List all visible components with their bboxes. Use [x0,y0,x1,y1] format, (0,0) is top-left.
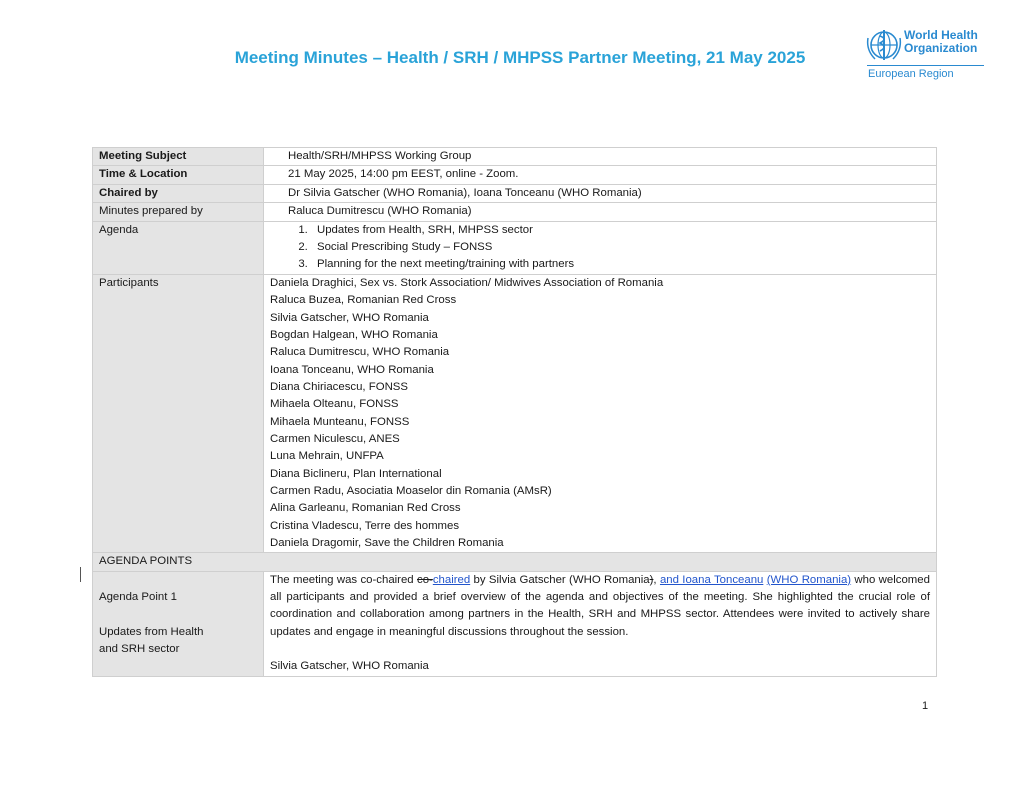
participant: Ioana Tonceanu, WHO Romania [270,363,434,376]
participant: Cristina Vladescu, Terre des hommes [270,519,460,532]
participant: Luna Mehrain, UNFPA [270,450,384,463]
time-value: 21 May 2025, 14:00 pm EEST, online - Zoom. [264,166,937,184]
participant: Daniela Dragomir, Save the Children Romania [270,537,504,549]
table-row [93,571,937,676]
tonceanu-link[interactable]: and Ioana Tonceanu [659,573,764,586]
agenda-item: 1. Updates from Health, SRH, MHPSS sector [311,222,930,239]
subject-value: Health/SRH/MHPSS Working Group [264,148,937,166]
agenda-point1-title-line1: Updates from Health [99,625,204,638]
logo-divider [867,65,984,66]
agenda-point1-title-line2: and SRH sector [99,642,180,655]
logo-name-line2: Organization [904,41,978,55]
agenda-point1-speaker: Silvia Gatscher, WHO Romania [270,660,429,673]
who-logo [864,26,989,84]
logo-region: European Region [868,68,954,80]
participant: Mihaela Munteanu, FONSS [270,415,410,428]
minutes-value: Raluca Dumitrescu (WHO Romania) [264,203,937,221]
participant: Daniela Draghici, Sex vs. Stork Association/ Midwives Association of Romania [270,276,664,289]
minutes-table [92,147,937,677]
participants-list [264,274,937,553]
participant: Mihaela Olteanu, FONSS [270,398,399,411]
participant: Carmen Radu, Asociatia Moaselor din Romania (AMsR) [270,484,552,497]
subject-label: Meeting Subject [93,148,264,166]
participant: Raluca Buzea, Romanian Red Cross [270,294,457,307]
participant: Raluca Dumitrescu, WHO Romania [270,346,450,359]
agenda-label: Agenda [93,221,264,274]
table-row [93,184,937,202]
table-row [93,274,937,553]
table-row [93,221,937,274]
agenda-point1-label: Agenda Point 1 [99,591,177,604]
participant: Silvia Gatscher, WHO Romania [270,311,429,324]
minutes-label: Minutes prepared by [93,203,264,221]
agenda-point1-cell [93,571,264,676]
participant: Diana Biclineru, Plan International [270,467,442,480]
chair-label: Chaired by [93,184,264,202]
page-number: 1 [922,700,929,712]
table-row [93,553,937,571]
participant: Diana Chiriacescu, FONSS [270,380,409,393]
chaired-link[interactable]: chaired [432,573,471,586]
participant: Alina Garleanu, Romanian Red Cross [270,502,461,515]
who-romania-link[interactable]: (WHO Romania) [766,573,852,586]
agenda-item: 3. Planning for the next meeting/training with partners [311,256,930,273]
table-row [93,148,937,166]
globe-emblem-icon [864,26,904,66]
agenda-item: 2. Social Prescribing Study – FONSS [311,239,930,256]
table-row [93,203,937,221]
participant: Bogdan Halgean, WHO Romania [270,328,438,341]
text-cursor [80,567,81,582]
agenda-point1-content [264,571,937,676]
participants-label: Participants [93,274,264,553]
logo-name-line1: World Health [904,28,978,42]
chair-value: Dr Silvia Gatscher (WHO Romania), Ioana Tonceanu (WHO Romania) [264,184,937,202]
page-title: Meeting Minutes – Health / SRH / MHPSS Partner Meeting, 21 May 2025 [234,48,806,67]
agenda-list [288,222,930,274]
time-label: Time & Location [93,166,264,184]
agenda-cell [264,221,937,274]
participant: Carmen Niculescu, ANES [270,432,400,445]
agenda-point1-description: The meeting was co-chaired co-chaired by Silvia Gatscher (WHO Romania), and Ioana Tonceanu (WHO Romania) who welcomed all participants and provided a brief overview of the agenda and objectives of the meeting. She highlighted the crucial role of coordination and collaboration among partners in the Health, SRH and MHPSS sector. Attendees were invited to actively share updates and engage in meaningful discussions throughout the session. [270,573,930,638]
table-row [93,166,937,184]
agenda-points-header: AGENDA POINTS [93,553,937,571]
